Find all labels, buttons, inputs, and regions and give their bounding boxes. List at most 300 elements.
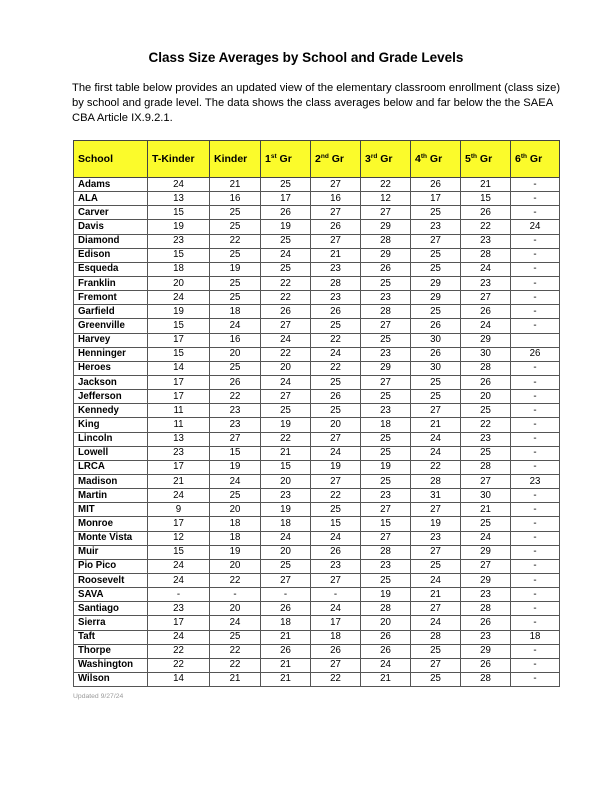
class-average-cell: 23 (461, 588, 511, 602)
school-name-cell: Thorpe (74, 644, 148, 658)
class-average-cell: 28 (461, 602, 511, 616)
column-header (511, 141, 560, 178)
class-average-cell: 26 (361, 644, 411, 658)
class-average-cell: 26 (261, 644, 311, 658)
class-average-cell: 15 (261, 460, 311, 474)
class-average-cell: - (511, 305, 560, 319)
school-name-cell: LRCA (74, 460, 148, 474)
class-average-cell: 25 (361, 446, 411, 460)
class-average-cell: - (511, 573, 560, 587)
class-average-cell: 11 (148, 418, 210, 432)
class-average-cell: 23 (311, 559, 361, 573)
table-row (74, 672, 560, 686)
class-average-cell: 25 (411, 375, 461, 389)
class-average-cell: 26 (361, 630, 411, 644)
school-name-cell: Santiago (74, 602, 148, 616)
school-name-cell: Carver (74, 206, 148, 220)
class-average-cell: 26 (311, 644, 361, 658)
class-average-cell: 27 (361, 206, 411, 220)
class-average-cell: 24 (148, 291, 210, 305)
school-name-cell: Madison (74, 474, 148, 488)
class-average-cell: 23 (461, 630, 511, 644)
column-header-text: 4 (415, 153, 421, 165)
column-header-text: 1 (265, 153, 271, 165)
class-average-cell: 21 (148, 474, 210, 488)
class-average-cell: - (261, 588, 311, 602)
school-name-cell: Muir (74, 545, 148, 559)
class-average-cell (511, 333, 560, 347)
class-average-cell: 19 (261, 503, 311, 517)
class-average-cell: 24 (511, 220, 560, 234)
table-row (74, 573, 560, 587)
class-average-cell: 24 (261, 333, 311, 347)
class-average-cell: 28 (311, 276, 361, 290)
class-average-cell: 23 (148, 602, 210, 616)
class-average-cell: 25 (411, 644, 461, 658)
column-header-suffix: Gr (377, 153, 393, 165)
class-average-cell: 24 (261, 531, 311, 545)
class-average-cell: 24 (411, 446, 461, 460)
class-average-cell: 15 (148, 319, 210, 333)
school-name-cell: Franklin (74, 276, 148, 290)
column-header-text: 6 (515, 153, 521, 165)
class-average-cell: 21 (261, 630, 311, 644)
school-name-cell: Taft (74, 630, 148, 644)
class-average-cell: 24 (148, 178, 210, 192)
class-average-cell: - (210, 588, 261, 602)
class-average-cell: 21 (311, 248, 361, 262)
class-average-cell: 18 (311, 630, 361, 644)
class-average-cell: 11 (148, 404, 210, 418)
class-average-cell: 24 (411, 616, 461, 630)
class-average-cell: 26 (461, 616, 511, 630)
class-average-cell: 25 (210, 291, 261, 305)
class-average-cell: 25 (411, 305, 461, 319)
class-average-cell: 19 (361, 588, 411, 602)
table-row (74, 178, 560, 192)
class-average-cell: - (511, 489, 560, 503)
table-row (74, 616, 560, 630)
class-average-cell: 24 (461, 319, 511, 333)
column-header-text: 2 (315, 153, 321, 165)
class-average-cell: 29 (411, 276, 461, 290)
class-average-cell: - (148, 588, 210, 602)
class-average-cell: 28 (361, 305, 411, 319)
class-average-cell: 20 (210, 503, 261, 517)
table-row (74, 347, 560, 361)
class-average-cell: - (511, 616, 560, 630)
class-average-cell: 26 (461, 658, 511, 672)
school-name-cell: Roosevelt (74, 573, 148, 587)
column-header-text: Kinder (214, 153, 248, 165)
class-average-cell: 14 (148, 361, 210, 375)
class-average-cell: - (511, 545, 560, 559)
table-row (74, 658, 560, 672)
school-name-cell: King (74, 418, 148, 432)
class-average-cell: 22 (311, 361, 361, 375)
class-average-cell: 18 (210, 305, 261, 319)
table-row (74, 206, 560, 220)
class-average-cell: 27 (261, 319, 311, 333)
table-row (74, 489, 560, 503)
class-average-cell: 27 (461, 559, 511, 573)
class-average-cell: 29 (461, 545, 511, 559)
class-average-cell: 25 (311, 404, 361, 418)
class-average-cell: 27 (311, 234, 361, 248)
class-average-cell: 25 (361, 333, 411, 347)
class-average-cell: - (511, 432, 560, 446)
class-average-cell: - (511, 375, 560, 389)
class-average-cell: 28 (361, 234, 411, 248)
column-header-suffix: Gr (426, 153, 443, 165)
class-average-cell: 28 (461, 460, 511, 474)
column-header (74, 141, 148, 178)
class-average-cell: 21 (461, 503, 511, 517)
class-average-cell: 28 (361, 545, 411, 559)
school-name-cell: Wilson (74, 672, 148, 686)
table-row (74, 375, 560, 389)
class-average-cell: - (511, 404, 560, 418)
class-average-cell: 23 (210, 418, 261, 432)
class-average-cell: 25 (411, 262, 461, 276)
class-average-cell: 17 (311, 616, 361, 630)
class-average-cell: 20 (311, 418, 361, 432)
class-average-cell: 24 (261, 248, 311, 262)
class-average-cell: 19 (311, 460, 361, 474)
class-average-cell: 20 (148, 276, 210, 290)
class-average-cell: 16 (210, 192, 261, 206)
class-average-cell: 13 (148, 432, 210, 446)
class-average-cell: 16 (311, 192, 361, 206)
class-average-cell: 27 (461, 474, 511, 488)
class-average-cell: 22 (261, 347, 311, 361)
school-name-cell: Heroes (74, 361, 148, 375)
class-average-cell: 24 (311, 602, 361, 616)
page-title: Class Size Averages by School and Grade Levels (148, 50, 464, 65)
class-average-cell: - (511, 390, 560, 404)
class-average-cell: 25 (361, 573, 411, 587)
class-average-cell: 27 (411, 234, 461, 248)
table-row (74, 474, 560, 488)
class-average-cell: 17 (411, 192, 461, 206)
school-name-cell: Pio Pico (74, 559, 148, 573)
class-average-cell: 25 (261, 262, 311, 276)
class-average-cell: 17 (148, 517, 210, 531)
class-average-cell: 25 (361, 276, 411, 290)
class-average-cell: - (511, 517, 560, 531)
school-name-cell: Harvey (74, 333, 148, 347)
class-average-cell: 24 (461, 531, 511, 545)
class-average-cell: 26 (411, 319, 461, 333)
column-header (210, 141, 261, 178)
class-average-cell: 27 (261, 573, 311, 587)
class-average-cell: 23 (511, 474, 560, 488)
class-average-cell: 24 (311, 446, 361, 460)
school-name-cell: Jefferson (74, 390, 148, 404)
class-average-cell: 17 (261, 192, 311, 206)
class-average-cell: 19 (411, 517, 461, 531)
enrollment-table (73, 140, 560, 687)
class-average-cell: 25 (411, 672, 461, 686)
class-average-cell: 25 (210, 248, 261, 262)
class-average-cell: 15 (311, 517, 361, 531)
class-average-cell: 25 (411, 248, 461, 262)
table-row (74, 602, 560, 616)
class-average-cell: 26 (461, 305, 511, 319)
class-average-cell: 26 (261, 206, 311, 220)
class-average-cell: 27 (261, 390, 311, 404)
class-average-cell: 26 (311, 220, 361, 234)
class-average-cell: 28 (361, 602, 411, 616)
column-header-suffix: Gr (328, 153, 344, 165)
school-name-cell: Garfield (74, 305, 148, 319)
class-average-cell: 30 (461, 347, 511, 361)
class-average-cell: 30 (461, 489, 511, 503)
class-average-cell: 27 (311, 432, 361, 446)
class-average-cell: 27 (411, 545, 461, 559)
class-average-cell: 22 (210, 390, 261, 404)
class-average-cell: 24 (148, 559, 210, 573)
table-row (74, 588, 560, 602)
class-average-cell: 17 (148, 390, 210, 404)
class-average-cell: 25 (210, 630, 261, 644)
table-row (74, 517, 560, 531)
class-average-cell: 15 (461, 192, 511, 206)
class-average-cell: 29 (361, 220, 411, 234)
class-average-cell: 21 (210, 672, 261, 686)
class-average-cell: - (511, 531, 560, 545)
class-average-cell: 20 (461, 390, 511, 404)
class-average-cell: 29 (461, 573, 511, 587)
school-name-cell: MIT (74, 503, 148, 517)
school-name-cell: Davis (74, 220, 148, 234)
class-average-cell: 21 (411, 588, 461, 602)
column-header-ordinal: th (420, 153, 427, 160)
column-header (311, 141, 361, 178)
class-average-cell: 23 (361, 489, 411, 503)
column-header (411, 141, 461, 178)
class-average-cell: - (511, 418, 560, 432)
class-average-cell: 23 (361, 559, 411, 573)
table-row (74, 446, 560, 460)
class-average-cell: 24 (361, 658, 411, 672)
class-average-cell: 25 (411, 559, 461, 573)
column-header-text: 5 (465, 153, 471, 165)
class-average-cell: 26 (511, 347, 560, 361)
table-row (74, 262, 560, 276)
class-average-cell: 22 (461, 220, 511, 234)
class-average-cell: 25 (261, 234, 311, 248)
class-average-cell: 24 (411, 432, 461, 446)
class-average-cell: - (511, 361, 560, 375)
class-average-cell: 27 (411, 602, 461, 616)
school-name-cell: Fremont (74, 291, 148, 305)
class-average-cell: 28 (411, 630, 461, 644)
class-average-cell: 22 (261, 291, 311, 305)
class-average-cell: 15 (148, 248, 210, 262)
class-average-cell: 16 (210, 333, 261, 347)
school-name-cell: Greenville (74, 319, 148, 333)
class-average-cell: 21 (461, 178, 511, 192)
class-average-cell: - (511, 178, 560, 192)
class-average-cell: 24 (148, 630, 210, 644)
class-average-cell: 22 (210, 658, 261, 672)
class-average-cell: 27 (411, 658, 461, 672)
class-average-cell: 26 (361, 262, 411, 276)
class-average-cell: 24 (148, 489, 210, 503)
class-average-cell: 19 (210, 545, 261, 559)
class-average-cell: 24 (210, 474, 261, 488)
class-average-cell: 17 (148, 616, 210, 630)
class-average-cell: 18 (511, 630, 560, 644)
table-body (74, 178, 560, 687)
class-average-cell: 27 (361, 319, 411, 333)
class-average-cell: 24 (261, 375, 311, 389)
class-average-cell: 22 (311, 489, 361, 503)
table-row (74, 545, 560, 559)
table-row (74, 276, 560, 290)
class-average-cell: - (511, 672, 560, 686)
school-name-cell: Washington (74, 658, 148, 672)
class-average-cell: 21 (261, 446, 311, 460)
class-average-cell: 20 (261, 545, 311, 559)
class-average-cell: 25 (461, 446, 511, 460)
class-average-cell: 25 (210, 489, 261, 503)
school-name-cell: Lowell (74, 446, 148, 460)
class-average-cell: 26 (461, 375, 511, 389)
class-average-cell: 24 (311, 347, 361, 361)
class-average-cell: 31 (411, 489, 461, 503)
table-header-row (74, 141, 560, 178)
school-name-cell: SAVA (74, 588, 148, 602)
school-name-cell: Monroe (74, 517, 148, 531)
class-average-cell: 23 (311, 291, 361, 305)
school-name-cell: Martin (74, 489, 148, 503)
class-average-cell: 25 (461, 404, 511, 418)
column-header-text: T-Kinder (152, 153, 195, 165)
class-average-cell: 25 (411, 390, 461, 404)
table-row (74, 559, 560, 573)
class-average-cell: 18 (261, 616, 311, 630)
class-average-cell: 23 (148, 234, 210, 248)
class-average-cell: 27 (311, 573, 361, 587)
updated-note: Updated 9/27/24 (73, 693, 124, 700)
school-name-cell: Kennedy (74, 404, 148, 418)
class-average-cell: 15 (148, 545, 210, 559)
class-average-cell: 15 (148, 206, 210, 220)
class-average-cell: 18 (361, 418, 411, 432)
class-average-cell: 15 (148, 347, 210, 361)
class-average-cell: 27 (411, 503, 461, 517)
school-name-cell: Sierra (74, 616, 148, 630)
class-average-cell: 22 (311, 672, 361, 686)
class-average-cell: 25 (461, 517, 511, 531)
class-average-cell: 27 (361, 375, 411, 389)
class-average-cell: - (511, 291, 560, 305)
class-average-cell: 23 (148, 446, 210, 460)
column-header-ordinal: rd (370, 153, 378, 160)
class-average-cell: 27 (411, 404, 461, 418)
class-average-cell: 25 (210, 361, 261, 375)
class-average-cell: 21 (210, 178, 261, 192)
class-average-cell: 24 (210, 319, 261, 333)
table-row (74, 248, 560, 262)
class-average-cell: 12 (148, 531, 210, 545)
class-average-cell: 30 (411, 361, 461, 375)
class-average-cell: 27 (311, 474, 361, 488)
table-row (74, 644, 560, 658)
class-average-cell: 23 (461, 432, 511, 446)
class-average-cell: 24 (311, 531, 361, 545)
class-average-cell: 26 (461, 206, 511, 220)
class-average-cell: 19 (361, 460, 411, 474)
intro-paragraph: The first table below provides an updated view of the elementary classroom enrollment (class size) by school and grade level. The data shows the class averages below and far below the the SAEA CBA Article IX.9.2.1. (72, 82, 561, 125)
class-average-cell: 22 (411, 460, 461, 474)
class-average-cell: 22 (361, 178, 411, 192)
class-average-cell: 15 (210, 446, 261, 460)
class-average-cell: 25 (210, 206, 261, 220)
class-average-cell: - (511, 206, 560, 220)
school-name-cell: Esqueda (74, 262, 148, 276)
class-average-cell: 15 (361, 517, 411, 531)
class-average-cell: 22 (148, 644, 210, 658)
class-average-cell: 23 (461, 276, 511, 290)
class-average-cell: 21 (361, 672, 411, 686)
table-row (74, 234, 560, 248)
class-average-cell: 20 (210, 602, 261, 616)
class-average-cell: - (511, 559, 560, 573)
class-average-cell: 23 (361, 347, 411, 361)
class-average-cell: 23 (411, 531, 461, 545)
table-row (74, 531, 560, 545)
class-average-cell: 27 (311, 206, 361, 220)
class-average-cell: 26 (210, 375, 261, 389)
table-row (74, 503, 560, 517)
class-average-cell: 27 (311, 658, 361, 672)
class-average-cell: 28 (461, 361, 511, 375)
class-average-cell: 17 (148, 375, 210, 389)
class-average-cell: 23 (411, 220, 461, 234)
class-average-cell: 23 (261, 489, 311, 503)
class-average-cell: 17 (148, 460, 210, 474)
class-average-cell: 23 (311, 262, 361, 276)
column-header (148, 141, 210, 178)
class-average-cell: 18 (210, 517, 261, 531)
class-average-cell: 23 (361, 404, 411, 418)
class-average-cell: 26 (311, 305, 361, 319)
class-average-cell: 28 (461, 672, 511, 686)
class-average-cell: - (511, 602, 560, 616)
school-name-cell: Jackson (74, 375, 148, 389)
class-average-cell: 22 (210, 573, 261, 587)
class-average-cell: - (511, 262, 560, 276)
class-average-cell: 26 (311, 545, 361, 559)
class-average-cell: 25 (311, 375, 361, 389)
class-average-cell: - (511, 588, 560, 602)
class-average-cell: 22 (461, 418, 511, 432)
school-name-cell: Adams (74, 178, 148, 192)
school-name-cell: Monte Vista (74, 531, 148, 545)
class-average-cell: 25 (210, 276, 261, 290)
column-header-text: 3 (365, 153, 371, 165)
class-average-cell: 25 (361, 474, 411, 488)
class-average-cell: 26 (411, 178, 461, 192)
class-average-cell: 22 (210, 234, 261, 248)
column-header-ordinal: th (470, 153, 477, 160)
class-average-cell: 9 (148, 503, 210, 517)
class-average-cell: 29 (411, 291, 461, 305)
class-average-cell: 25 (361, 390, 411, 404)
